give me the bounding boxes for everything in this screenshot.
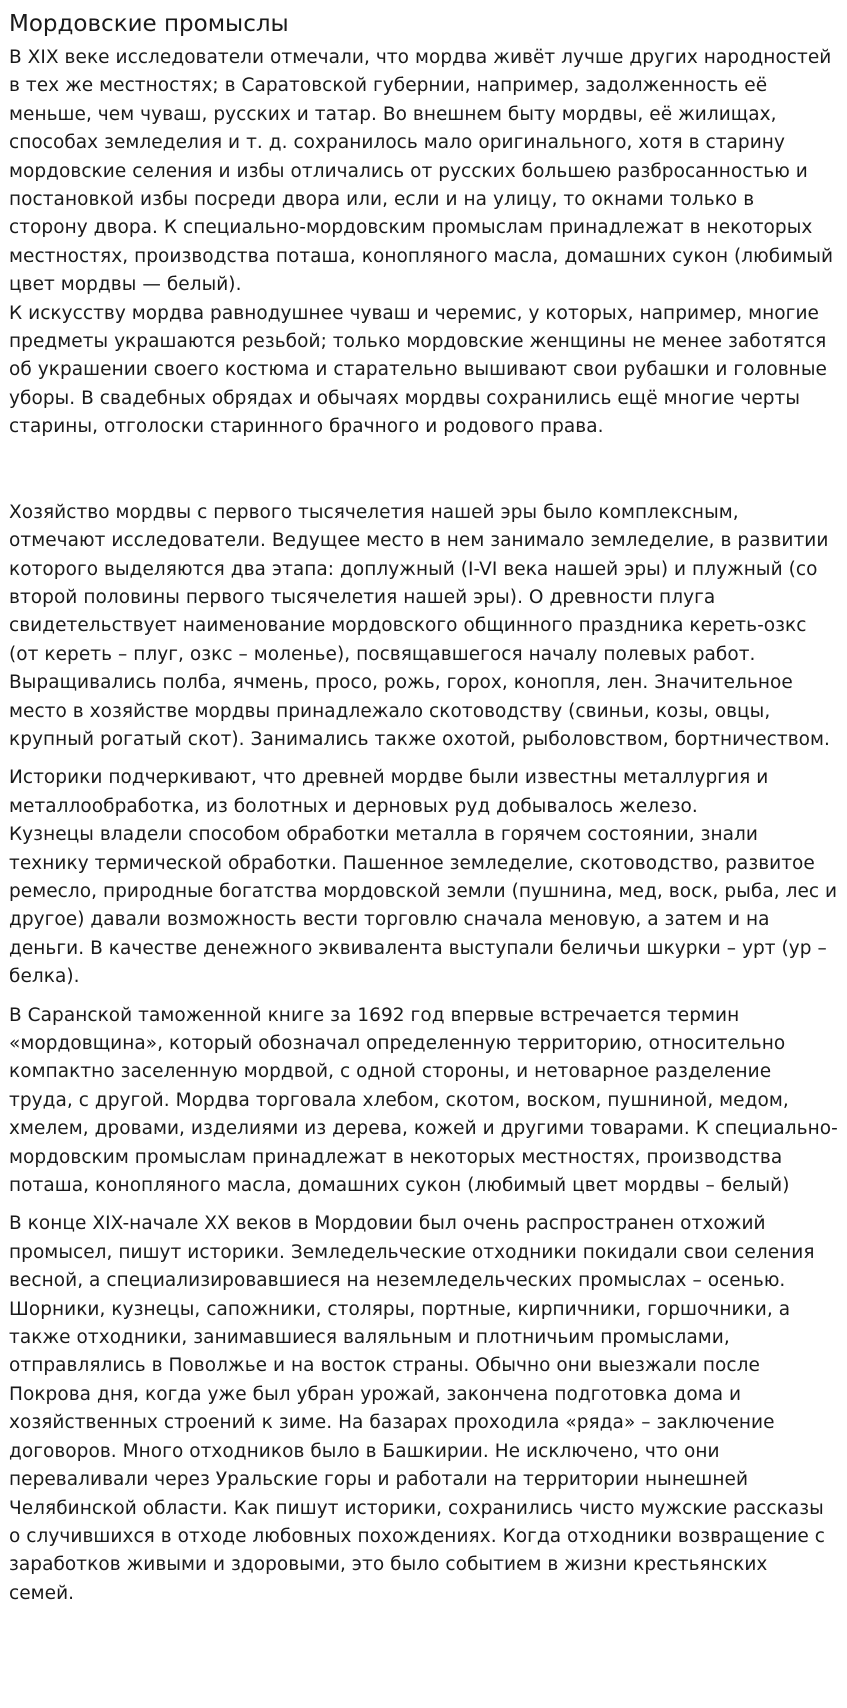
paragraph-6: В Саранской таможенной книге за 1692 год впервые встречается термин «мордовщина», который обозначал определенную территорию, относительно компактно заселенную мордвой, с одной стороны, и нетоварное разделение труда, с другой. Мордва торговала хлебом, скотом, воском, пушниной, медом, хмелем, дровами, изделиями из дерева, кожей и другими товарами. К специально-мордовским промыслам принадлежат в некоторых местностях, производства поташа, конопляного масла, домашних сукон (любимый цвет мордвы – белый) [9,1004,838,1197]
article-title: Мордовские промыслы [9,11,289,37]
paragraph-5: Кузнецы владели способом обработки металла в горячем состоянии, знали технику термической обработки. Пашенное земледелие, скотоводство, развитое ремесло, природные богатства мордовской земли (пушнина, мед, воск, рыба, лес и другое) давали возможность вести торговлю сначала меновую, а затем и на деньги. В качестве денежного эквивалента выступали беличьи шкурки – урт (ур – белка). [9,824,838,988]
article-body [9,44,838,1608]
paragraph-2: К искусству мордва равнодушнее чуваш и черемис, у которых, например, многие предметы украшаются резьбой; только мордовские женщины не менее заботятся об украшении своего костюма и старательно вышивают свои рубашки и головные уборы. В свадебных обрядах и обычаях мордвы сохранились ещё многие черты старины, отголоски старинного брачного и родового права. [9,302,827,438]
paragraph-4: Историки подчеркивают, что древней мордве были известны металлургия и металлообработка, из болотных и дерновых руд добывалось железо. [9,767,769,817]
paragraph-7: В конце XIX-начале XX веков в Мордовии был очень распространен отхожий промысел, пишут историки. Земледельческие отходники покидали свои селения весной, а специализировавшиеся на неземледельческих промыслах – осенью. Шорники, кузнецы, сапожники, столяры, портные, кирпичники, горшочники, а также отходники, занимавшиеся валяльным и плотничьим промыслами, отправлялись в Поволжье и на восток страны. Обычно они выезжали после Покрова дня, когда уже был убран урожай, закончена подготовка дома и хозяйственных строений к зиме. На базарах проходила «ряда» – заключение договоров. Много отходников было в Башкирии. Не исключено, что они переваливали через Уральские горы и работали на территории нынешней Челябинской области. Как пишут историки, сохранились чисто мужские рассказы о случившихся в отходе любовных похождениях. Когда отходники возвращение с заработков живыми и здоровыми, это было событием в жизни крестьянских семей. [9,1213,825,1604]
paragraph-1: В XIX веке исследователи отмечали, что мордва живёт лучше других народностей в тех же местностях; в Саратовской губернии, например, задолженность её меньше, чем чуваш, русских и татар. Во внешнем быту мордвы, её жилищах, способах земледелия и т. д. сохранилось мало оригинального, хотя в старину мордовские селения и избы отличались от русских большею разбросанностью и постановкой избы посреди двора или, если и на улицу, то окнами только в сторону двора. К специально-мордовским промыслам принадлежат в некоторых местностях, производства поташа, конопляного масла, домашних сукон (любимый цвет мордвы — белый). [9,47,834,296]
paragraph-3: Хозяйство мордвы с первого тысячелетия нашей эры было комплексным, отмечают исследователи. Ведущее место в нем занимало земледелие, в развитии которого выделяются два этапа: доплужный (I-VI века нашей эры) и плужный (со второй половины первого тысячелетия нашей эры). О древности плуга свидетельствует наименование мордовского общинного праздника кереть-озкс (от кереть – плуг, озкс – моленье), посвящавшегося началу полевых работ. Выращивались полба, ячмень, просо, рожь, горох, конопля, лен. Значительное место в хозяйстве мордвы принадлежало скотоводству (свиньи, козы, овцы, крупный рогатый скот). Занимались также охотой, рыболовством, бортничеством. [9,501,830,750]
